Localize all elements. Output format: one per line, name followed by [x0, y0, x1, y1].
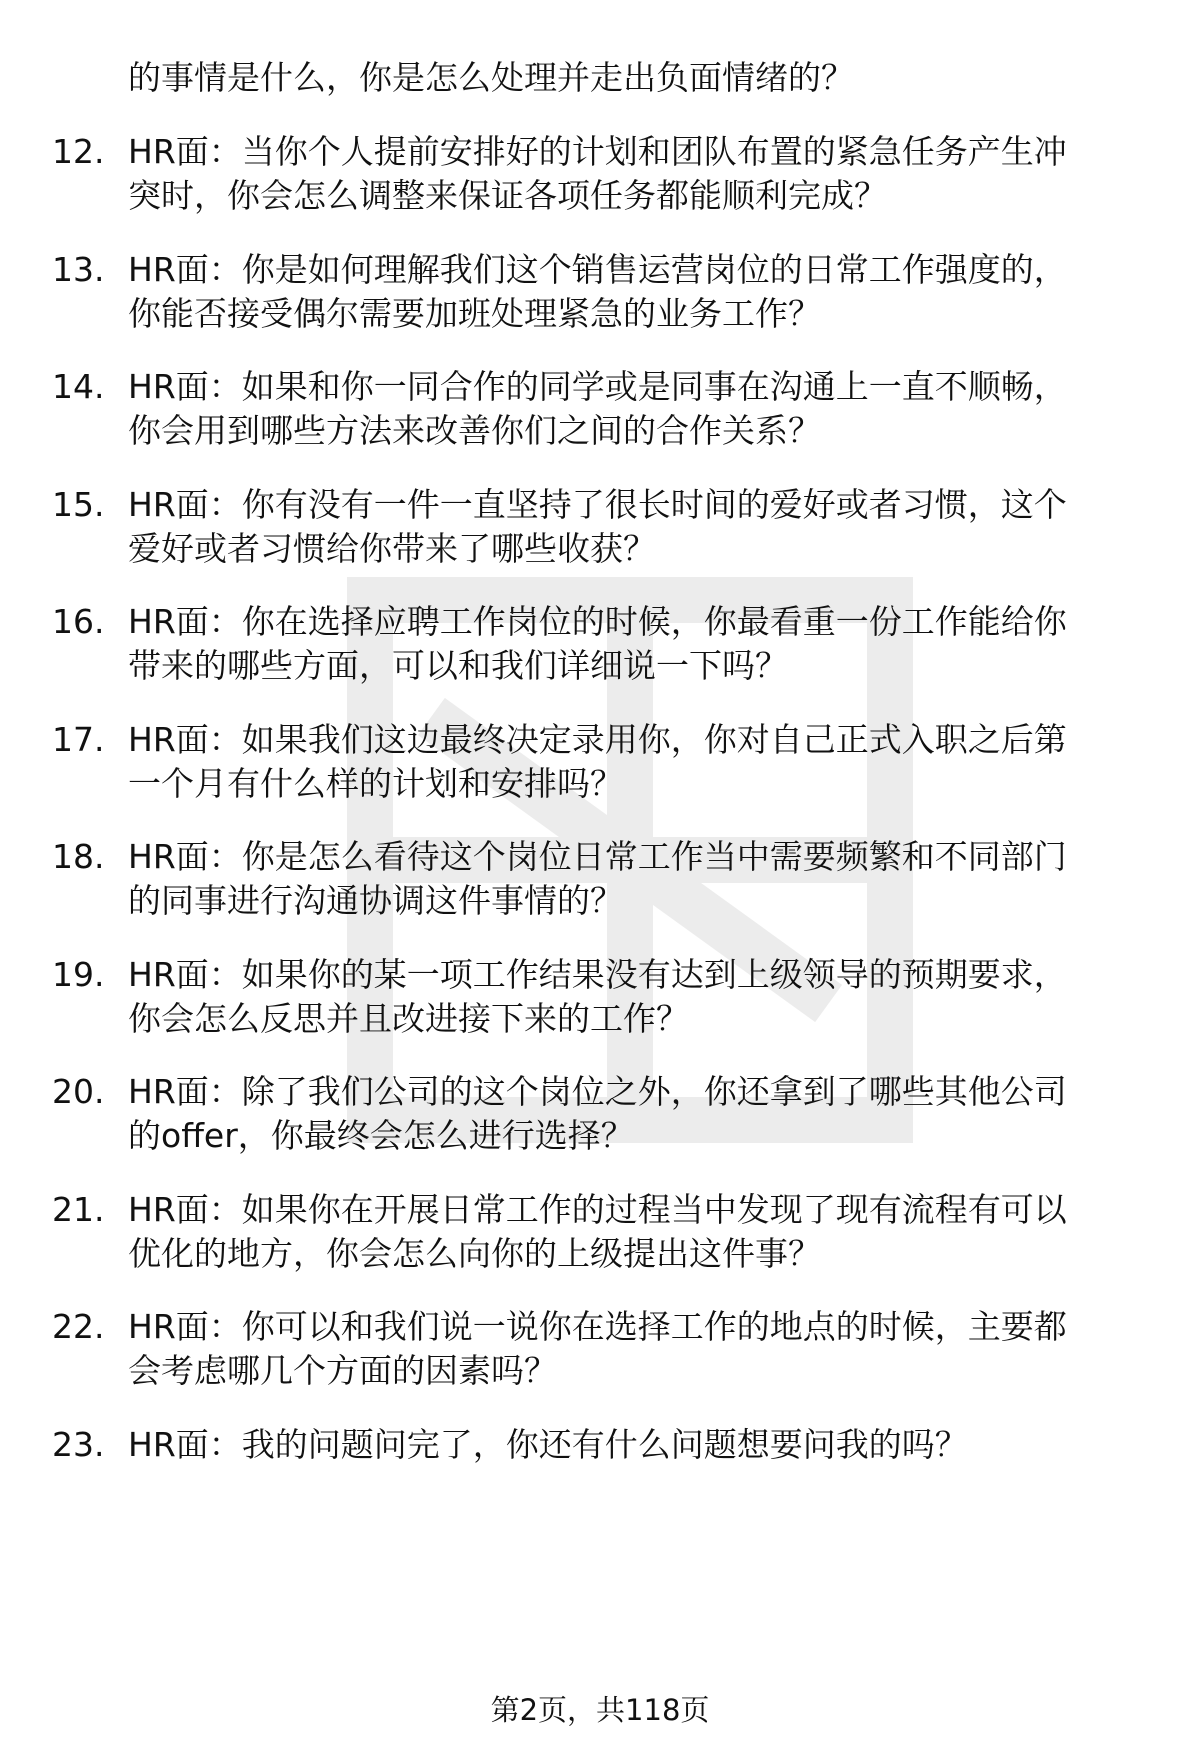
question-number: 18.: [52, 837, 105, 876]
question-text-line-2: 的offer，你最终会怎么进行选择？: [128, 1116, 634, 1155]
question-text-line-1: HR面：如果你在开展日常工作的过程当中发现了现有流程有可以: [128, 1190, 1067, 1229]
question-text-line-2: 你能否接受偶尔需要加班处理紧急的业务工作？: [128, 294, 821, 333]
question-text-line-1: HR面：你可以和我们说一说你在选择工作的地点的时候，主要都: [128, 1307, 1067, 1346]
question-text-line-2: 一个月有什么样的计划和安排吗？: [128, 764, 623, 803]
question-number: 14.: [52, 367, 105, 406]
question-text-line-2: 爱好或者习惯给你带来了哪些收获？: [128, 529, 656, 568]
question-text-line-1: HR面：如果和你一同合作的同学或是同事在沟通上一直不顺畅，: [128, 367, 1067, 406]
question-number: 13.: [52, 250, 105, 289]
question-text-line-1: HR面：你是怎么看待这个岗位日常工作当中需要频繁和不同部门: [128, 837, 1067, 876]
question-number: 22.: [52, 1307, 105, 1346]
question-text-line-1: HR面：你有没有一件一直坚持了很长时间的爱好或者习惯，这个: [128, 485, 1067, 524]
question-text-line-2: 突时，你会怎么调整来保证各项任务都能顺利完成？: [128, 176, 887, 215]
question-text-line-2: 的同事进行沟通协调这件事情的？: [128, 881, 623, 920]
question-text-line-1: HR面：如果你的某一项工作结果没有达到上级领导的预期要求，: [128, 955, 1067, 994]
question-text-line-2: 你会用到哪些方法来改善你们之间的合作关系？: [128, 411, 821, 450]
question-text-line-2: 会考虑哪几个方面的因素吗？: [128, 1351, 557, 1390]
question-number: 12.: [52, 132, 105, 171]
question-number: 19.: [52, 955, 105, 994]
question-text-line-1: HR面：你是如何理解我们这个销售运营岗位的日常工作强度的，: [128, 250, 1067, 289]
continuation-line: 的事情是什么，你是怎么处理并走出负面情绪的？: [128, 58, 854, 97]
page-footer: 第2页，共118页: [490, 1693, 710, 1727]
question-number: 20.: [52, 1072, 105, 1111]
question-text-line-1: HR面：如果我们这边最终决定录用你，你对自己正式入职之后第: [128, 720, 1067, 759]
question-text-line-1: HR面：你在选择应聘工作岗位的时候，你最看重一份工作能给你: [128, 602, 1067, 641]
question-number: 17.: [52, 720, 105, 759]
question-text-line-1: HR面：我的问题问完了，你还有什么问题想要问我的吗？: [128, 1425, 968, 1464]
question-text-line-2: 你会怎么反思并且改进接下来的工作？: [128, 999, 689, 1038]
question-number: 21.: [52, 1190, 105, 1229]
question-text-line-1: HR面：除了我们公司的这个岗位之外，你还拿到了哪些其他公司: [128, 1072, 1067, 1111]
question-number: 23.: [52, 1425, 105, 1464]
question-text-line-1: HR面：当你个人提前安排好的计划和团队布置的紧急任务产生冲: [128, 132, 1067, 171]
question-number: 15.: [52, 485, 105, 524]
question-text-line-2: 带来的哪些方面，可以和我们详细说一下吗？: [128, 646, 788, 685]
question-number: 16.: [52, 602, 105, 641]
question-text-line-2: 优化的地方，你会怎么向你的上级提出这件事？: [128, 1234, 821, 1273]
